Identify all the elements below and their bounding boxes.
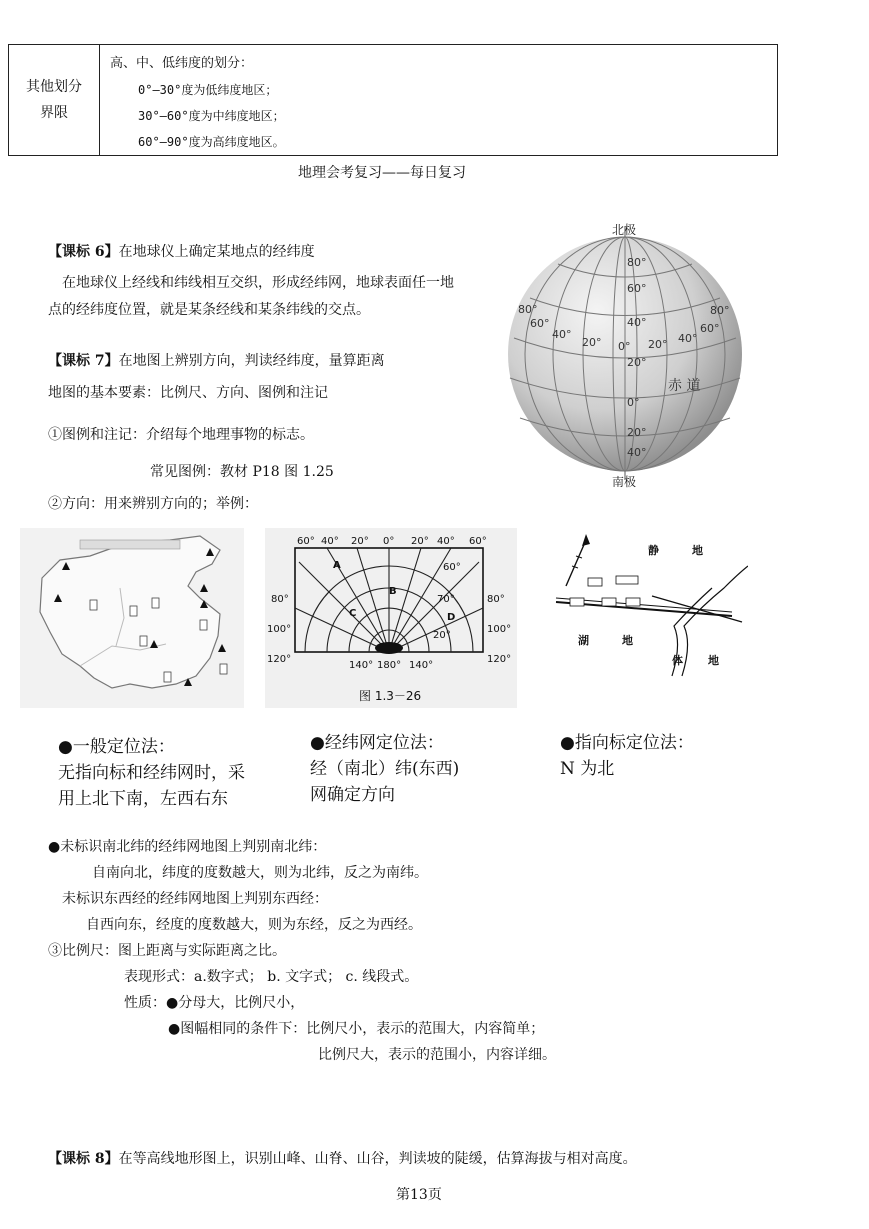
globe-lat-0: 0°: [627, 396, 640, 409]
note-scale-cond-2: 比例尺大，表示的范围小，内容详细。: [318, 1047, 556, 1063]
k8-tag: 【课标 8】: [48, 1151, 119, 1167]
street-map: [552, 526, 748, 686]
note-scale-forms: 表现形式：a.数字式； b. 文字式； c. 线段式。: [124, 969, 419, 985]
globe-equator-label: 赤 道: [668, 378, 701, 394]
note-scale: ③比例尺：图上距离与实际距离之比。: [48, 943, 286, 959]
street-label-2: 地: [692, 544, 703, 557]
note-ns-heading: ●未标识南北纬的经纬网地图上判别南北纬：: [48, 839, 327, 855]
method-graticule-title: ●经纬网定位法：: [310, 733, 444, 753]
page-footer: 第13页: [396, 1187, 442, 1203]
k7-tag: 【课标 7】: [48, 353, 119, 369]
k8-text: 在等高线地形图上，识别山峰、山脊、山谷，判读坡的陡缓，估算海拔与相对高度。: [118, 1151, 637, 1167]
globe-lat-20s: 20°: [627, 426, 647, 439]
grid-top-label-6: 40°: [437, 536, 455, 547]
k6-title: 在地球仪上确定某地点的经纬度: [118, 244, 315, 260]
globe-lat-40: 40°: [627, 316, 647, 329]
globe-lon-w20: 20°: [582, 336, 602, 349]
grid-caption: 图 1.3－26: [359, 689, 422, 703]
grid-bottom-label-3: 140°: [409, 660, 434, 671]
globe-lon-e80: 80°: [710, 304, 730, 317]
grid-left-label-1: 80°: [271, 594, 289, 605]
grid-left-label-3: 120°: [267, 654, 292, 665]
k8-line: [48, 1148, 637, 1168]
note-scale-cond-1: ●图幅相同的条件下：比例尺小，表示的范围大，内容简单；: [168, 1021, 545, 1037]
table-content-cell: [100, 45, 778, 156]
grid-point-a: A: [333, 560, 341, 571]
method-arrow-line-1: N 为北: [560, 759, 615, 779]
globe-lon-w40: 40°: [552, 328, 572, 341]
grid-top-label-3: 20°: [351, 536, 369, 547]
globe-lon-e20: 20°: [648, 338, 668, 351]
globe-lat-40s: 40°: [627, 446, 647, 459]
globe-lon-e60: 60°: [700, 322, 720, 335]
table-title: 高、中、低纬度的划分：: [110, 56, 254, 71]
note-ew-heading: 未标识东西经的经纬网地图上判别东西经：: [62, 891, 328, 907]
street-label-3: 湖: [578, 634, 589, 647]
note-scale-nature: 性质：●分母大，比例尺小，: [124, 995, 305, 1011]
grid-right-label-3: 120°: [487, 654, 512, 665]
method-graticule-line-2: 网确定方向: [310, 785, 395, 805]
table-row-high: 60°—90°度为高纬度地区。: [138, 135, 285, 149]
method-graticule-line-1: 经（南北）纬(东西): [310, 759, 460, 779]
grid-top-label-5: 20°: [411, 536, 429, 547]
table-row-mid: 30°—60°度为中纬度地区；: [138, 109, 285, 123]
table-label-line-2: 界限: [40, 105, 68, 121]
method-arrow: [560, 730, 694, 782]
k7-direction: ②方向：用来辨别方向的；举例：: [48, 496, 258, 512]
globe-north-label: 北极: [612, 223, 637, 237]
grid-point-b: B: [389, 586, 397, 597]
method-general-title: ●一般定位法：: [58, 737, 175, 757]
grid-inner-label-20: 20°: [433, 630, 451, 641]
globe-lon-0: 0°: [618, 340, 631, 353]
grid-point-c: C: [349, 608, 357, 619]
note-ns-rule: 自南向北，纬度的度数越大，则为北纬，反之为南纬。: [92, 865, 428, 881]
grid-left-label-2: 100°: [267, 624, 292, 635]
grid-bottom-label-2: 180°: [377, 660, 402, 671]
method-arrow-title: ●指向标定位法：: [560, 733, 694, 753]
china-legend-map: [20, 528, 244, 708]
table-row-low: 0°—30°度为低纬度地区；: [138, 83, 278, 97]
globe-figure: [500, 218, 750, 490]
method-general: [58, 734, 245, 812]
k7-heading: [48, 350, 385, 370]
k7-common-legend: 常见图例：教材 P18 图 1.25: [150, 464, 334, 480]
grid-right-label-2: 100°: [487, 624, 512, 635]
globe-south-label: 南极: [612, 475, 637, 489]
grid-top-label-1: 60°: [297, 536, 315, 547]
globe-lon-e40: 40°: [678, 332, 698, 345]
street-label-5: 体: [672, 654, 683, 667]
grid-bottom-label-1: 140°: [349, 660, 374, 671]
grid-top-label-2: 40°: [321, 536, 339, 547]
boundary-table: [8, 44, 778, 156]
globe-lon-w80: 80°: [518, 303, 538, 316]
graticule-map: [265, 528, 517, 708]
k7-elements: 地图的基本要素：比例尺、方向、图例和注记: [48, 385, 328, 401]
street-label-4: 地: [622, 634, 633, 647]
method-general-line-2: 用上北下南，左西右东: [58, 789, 228, 809]
k6-heading: [48, 241, 315, 261]
grid-top-label-7: 60°: [469, 536, 487, 547]
k6-line-2: 点的经纬度位置，就是某条经线和某条纬线的交点。: [48, 302, 370, 318]
grid-inner-label-60: 60°: [443, 562, 461, 573]
street-label-1: 静: [648, 544, 659, 557]
k6-line-1: 在地球仪上经线和纬线相互交织，形成经纬网，地球表面任一地: [62, 275, 454, 291]
k6-tag: 【课标 6】: [48, 244, 119, 260]
globe-lat-60: 60°: [627, 282, 647, 295]
k7-legend: ①图例和注记：介绍每个地理事物的标志。: [48, 427, 314, 443]
grid-top-label-4: 0°: [383, 536, 395, 547]
globe-lon-w60: 60°: [530, 317, 550, 330]
method-graticule: [310, 730, 459, 808]
grid-right-label-1: 80°: [487, 594, 505, 605]
table-label-cell: [9, 45, 100, 156]
globe-lat-80: 80°: [627, 256, 647, 269]
globe-lat-20n: 20°: [627, 356, 647, 369]
note-ew-rule: 自西向东，经度的度数越大，则为东经，反之为西经。: [86, 917, 422, 933]
table-label-line-1: 其他划分: [26, 79, 82, 95]
grid-point-d: D: [447, 612, 456, 623]
page-heading: 地理会考复习——每日复习: [298, 165, 466, 181]
grid-inner-label-70: 70°: [437, 594, 455, 605]
street-label-6: 地: [708, 654, 719, 667]
k7-title: 在地图上辨别方向，判读经纬度，量算距离: [118, 353, 385, 369]
north-arrow-icon: [566, 534, 590, 586]
method-general-line-1: 无指向标和经纬网时，采: [58, 763, 245, 783]
